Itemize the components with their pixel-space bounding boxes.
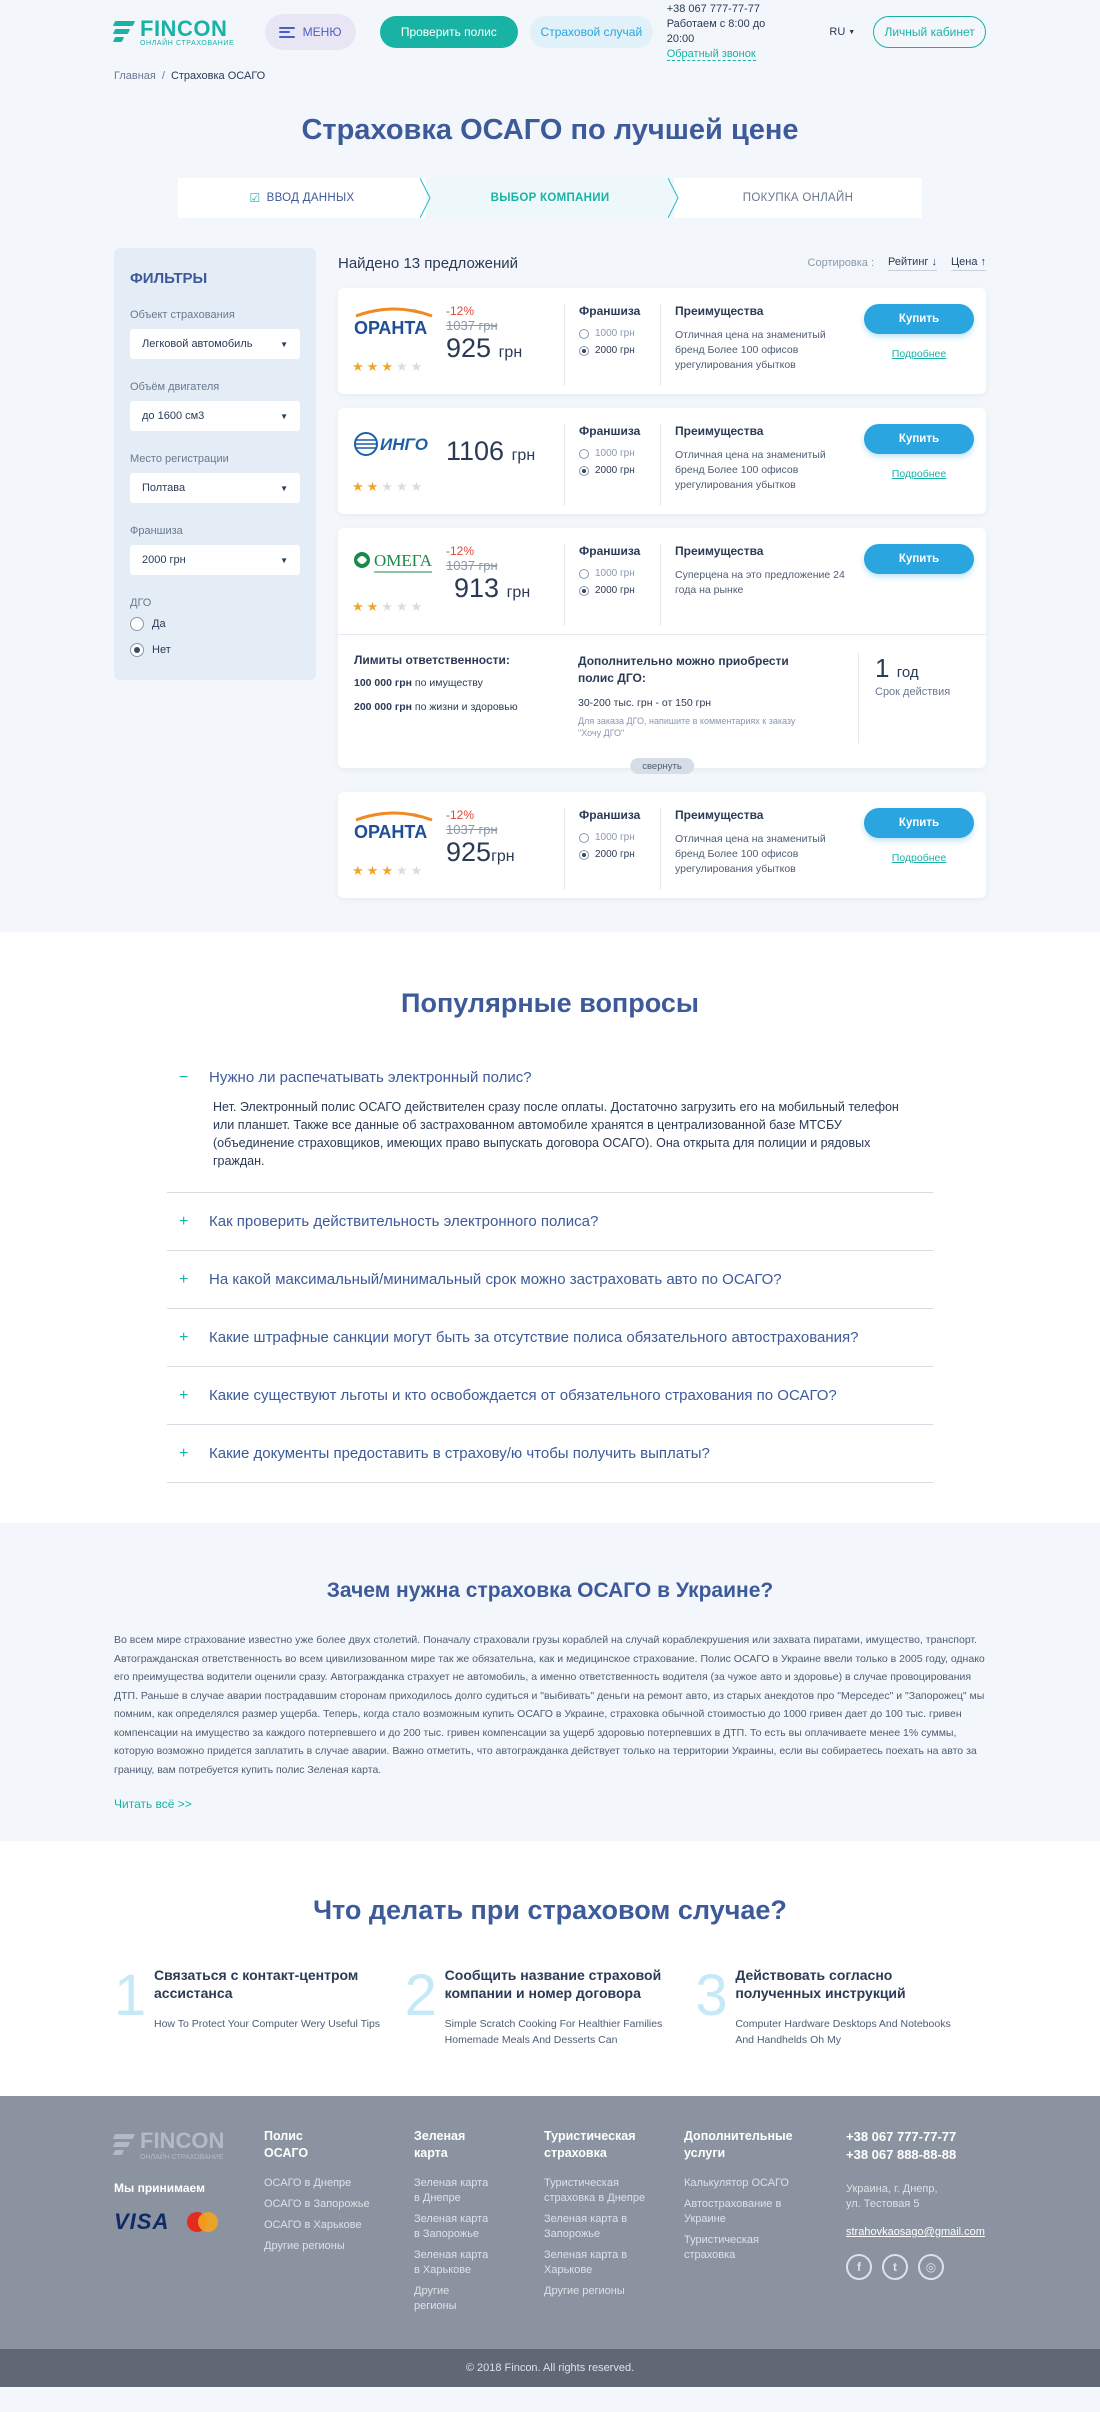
advantages-title: Преимущества [675, 544, 764, 558]
footer-col-green-card [414, 2128, 544, 2349]
option-label: 1000 грн [595, 568, 635, 579]
read-all-link[interactable]: Читать всё >> [114, 1797, 192, 1811]
franchise-block [564, 544, 660, 626]
franchise-option-1000[interactable] [579, 328, 660, 339]
twitter-icon[interactable]: t [882, 2254, 908, 2280]
price [446, 333, 556, 364]
advantages-text: Отличная цена на знаменитый бренд Более 100 офисов урегулирования убытков [675, 833, 826, 875]
footer-col-title: Дополнительные услуги [684, 2129, 793, 2160]
breadcrumb-home[interactable]: Главная [114, 70, 156, 82]
franchise-block [564, 304, 660, 386]
registration-label: Место регистрации [130, 453, 229, 465]
rating-stars [352, 599, 446, 615]
footer-link[interactable]: Зеленая карта в Запорожье [414, 2213, 489, 2240]
actions [864, 544, 974, 634]
company-name: ОРАНТА [354, 822, 428, 842]
case-step-text: How To Protect Your Computer Wery Useful Tips [154, 2018, 381, 2030]
rating-stars [352, 479, 446, 495]
currency: грн [498, 344, 523, 361]
price-block [446, 544, 556, 634]
footer-link[interactable]: Зеленая карта в Харькове [414, 2249, 489, 2276]
faq-question-text: Какие существуют льготы и кто освобождается от обязательного страхования по ОСАГО? [209, 1387, 837, 1404]
dgo-no-label: Нет [152, 644, 171, 656]
faq-title: Популярные вопросы [401, 988, 699, 1018]
price [446, 837, 556, 868]
footer-link[interactable]: Зеленая карта в Днепре [414, 2177, 489, 2204]
buy-button[interactable]: Купить [864, 304, 974, 334]
star-empty-icon: ★ [395, 359, 408, 374]
faq-question-text: Какие документы предоставить в страхову/ю чтобы получить выплаты? [209, 1445, 710, 1462]
footer-phone[interactable]: +38 067 888-88-88 [846, 2147, 957, 2162]
faq-question[interactable] [167, 1251, 933, 1308]
option-label: 2000 грн [595, 585, 635, 596]
old-price: 1037 грн [446, 558, 498, 573]
sort-bar [808, 256, 986, 271]
faq-list [167, 1049, 933, 1483]
advantages-text: Суперцена на это предложение 24 года на рынке [675, 569, 845, 596]
advantages-block [660, 424, 848, 506]
ingo-logo-icon [352, 424, 436, 464]
plus-icon: + [179, 1328, 189, 1346]
language-label: RU [829, 26, 846, 38]
faq-answer: Нет. Электронный полис ОСАГО действителен сразу после оплаты. Достаточно загрузить его на мобильный телефон или планшет. Также все данные об застрахованном автомобиле хранятся в централизованной базе МТСБУ (объединение страховщиков, имеющих право выпускать договора ОСАГО). Она открыта для полиции и рядовых граждан. [213, 1100, 899, 1168]
breadcrumb-current: Страховка ОСАГО [170, 70, 266, 82]
step-buy-online[interactable] [674, 178, 922, 218]
offer-card [338, 792, 986, 898]
advantages-text: Отличная цена на знаменитый бренд Более 100 офисов урегулирования убытков [675, 329, 826, 371]
advantages-block [660, 544, 848, 626]
star-empty-icon: ★ [410, 599, 423, 614]
star-filled-icon: ★ [352, 359, 364, 374]
radio-icon [130, 617, 144, 631]
franchise-label: Франшиза [130, 525, 183, 537]
price-value: 925 [446, 837, 492, 867]
results-header [338, 248, 986, 278]
case-title: Что делать при страховом случае? [313, 1895, 787, 1925]
star-empty-icon: ★ [381, 599, 393, 614]
franchise-option-2000[interactable] [579, 849, 660, 860]
price-value: 1106 [446, 436, 505, 466]
payment-title: Мы принимаем [114, 2181, 205, 2195]
minus-icon: − [179, 1068, 189, 1086]
page-title: Страховка ОСАГО по лучшей цене [301, 114, 799, 146]
old-price: 1037 грн [446, 318, 498, 333]
cabinet-button[interactable]: Личный кабинет [873, 16, 986, 48]
plus-icon: + [179, 1270, 189, 1288]
faq-item [167, 1425, 933, 1483]
step-data-entry[interactable] [178, 178, 426, 218]
footer-address: Украина, г. Днепр, ул. Тестовая 5 [846, 2183, 938, 2210]
footer-col-osago [264, 2128, 414, 2349]
visa-logo: VISA [114, 2209, 170, 2234]
price-value: 925 [446, 333, 492, 363]
plus-icon: + [179, 1444, 189, 1462]
breadcrumb [0, 64, 1100, 88]
footer-link[interactable]: Другие регионы [264, 2240, 345, 2252]
oranta-logo-icon [352, 808, 436, 848]
registration-value: Полтава [142, 482, 186, 494]
case-step [695, 1963, 986, 2048]
case-step-title: Связаться с контакт-центром ассистанса [154, 1967, 359, 2001]
star-empty-icon: ★ [410, 863, 423, 878]
option-label: 2000 грн [595, 849, 635, 860]
sort-price[interactable] [951, 256, 986, 271]
footer-link[interactable]: ОСАГО в Запорожье [264, 2198, 370, 2210]
engine-value: до 1600 см3 [142, 410, 205, 422]
footer-col-title: Полис ОСАГО [264, 2129, 309, 2160]
franchise-option-2000[interactable] [579, 345, 660, 356]
star-filled-icon: ★ [366, 863, 379, 878]
chevron-down-icon: ▼ [280, 411, 288, 421]
dgo-note: Для заказа ДГО, напишите в комментариях к заказу "Хочу ДГО" [578, 716, 796, 738]
term-label: Срок действия [875, 686, 951, 698]
step-label: ВЫБОР КОМПАНИИ [490, 192, 610, 204]
steps-bar [178, 178, 922, 218]
radio-selected-icon [579, 466, 589, 476]
object-value: Легковой автомобиль [142, 338, 253, 350]
franchise-option-1000[interactable] [579, 832, 660, 843]
footer-link[interactable]: Другие регионы [544, 2285, 625, 2297]
franchise-block [564, 808, 660, 890]
case-section [0, 1841, 1100, 2096]
language-switcher[interactable] [829, 26, 855, 38]
currency: грн [506, 584, 531, 601]
chevron-down-icon: ▼ [280, 483, 288, 493]
why-title: Зачем нужна страховка ОСАГО в Украине? [326, 1579, 774, 1602]
results [338, 248, 986, 898]
faq-question[interactable] [167, 1425, 933, 1482]
franchise-option-2000[interactable] [579, 585, 660, 596]
step-label: ПОКУПКА ОНЛАЙН [742, 192, 854, 204]
header-contacts [667, 2, 786, 62]
advantages-title: Преимущества [675, 808, 764, 822]
offer-card [338, 408, 986, 514]
franchise-title: Франшиза [579, 304, 641, 318]
limit-health [354, 701, 578, 713]
star-filled-icon: ★ [352, 479, 364, 494]
why-text: Во всем мире страхование известно уже более двух столетий. Поначалу страховали грузы кораблей на случай кораблекрушения или захвата пиратами, имущество, транспорт. Автогражданская ответственность во всем цивилизованном мире так же обязательна, как и медицинское страхование. Полис ОСАГО в Украине ввели только в 2005 году, однако его преимущества водители оценили сразу. Автогражданка страхует не автомобиль, а именно ответственность водителя (за чужое авто и здоровье) в случае провоцирования ДТП. Раньше в случае аварии пострадавшим сторонам приходилось долго судиться и "выбивать" деньги на ремонт авто, из старых анекдотов про "Мерседес" и "Запорожец" мы помним, как определялся размер ущерба. Теперь, когда стало возможным купить ОСАГО в Украине, страховка обычной стоимостью до 1000 гривен дает до 100 тыс. гривен компенсации на имущество за каждого потерпевшего и до 200 тыс. гривен компенсации за ущерб здоровью потерпевших в ДТП. То есть вы оплачиваете менее 1% суммы, которую возможно придется заплатить в случае аварии. Важно отметить, что автогражданка действует только на территории Украины, если вы собираетесь поехать на авто за границу, вам потребуется купить полис Зеленая карта. [114, 1634, 985, 1776]
step-arrow-icon [668, 178, 680, 218]
franchise-title: Франшиза [579, 808, 641, 822]
plus-icon: + [179, 1386, 189, 1404]
term-num: 1 [875, 653, 890, 683]
footer-col-extra [684, 2128, 846, 2349]
plus-icon: + [179, 1212, 189, 1230]
price [446, 436, 556, 467]
faq-item [167, 1309, 933, 1367]
dgo-title: Дополнительно можно приобрести полис ДГО: [578, 654, 789, 685]
radio-selected-icon [579, 586, 589, 596]
term-unit: год [896, 664, 919, 681]
discount: -12% [446, 304, 475, 318]
radio-icon [579, 449, 589, 459]
faq-item-open [167, 1049, 933, 1193]
star-filled-icon: ★ [352, 863, 364, 878]
advantages-block [660, 808, 848, 890]
callback-link[interactable]: Обратный звонок [666, 48, 756, 60]
footer-brand [114, 2128, 264, 2349]
price [446, 573, 556, 604]
limits-block [354, 653, 578, 768]
footer-logo[interactable] [114, 2128, 264, 2161]
option-label: 1000 грн [595, 448, 635, 459]
company-logo [352, 544, 446, 634]
filters-title: ФИЛЬТРЫ [130, 270, 208, 287]
franchise-title: Франшиза [579, 544, 641, 558]
footer-link[interactable]: Туристическая страховка в Днепре [544, 2177, 646, 2204]
price-value: 913 [454, 573, 500, 603]
oranta-logo-icon [352, 304, 436, 344]
faq-question-text: Какие штрафные санкции могут быть за отсутствие полиса обязательного автострахования? [209, 1329, 859, 1346]
footer-link[interactable]: ОСАГО в Днепре [264, 2177, 352, 2189]
radio-icon [579, 833, 589, 843]
object-label: Объект страхования [130, 309, 235, 321]
offer-card [338, 288, 986, 394]
limit-property [354, 677, 578, 689]
logo-icon [114, 2134, 134, 2156]
footer-link[interactable]: Автострахование в Украине [684, 2198, 782, 2225]
header-phone[interactable]: +38 067 777-77-77 [666, 3, 760, 15]
option-label: 2000 грн [595, 465, 635, 476]
star-empty-icon: ★ [410, 479, 423, 494]
term-block [858, 653, 970, 743]
footer-col-title: Зеленая карта [414, 2129, 466, 2160]
company-name: ОМЕГА [374, 551, 433, 570]
step-arrow-icon [420, 178, 432, 218]
franchise-option-1000[interactable] [579, 568, 660, 579]
footer-link[interactable]: ОСАГО в Харькове [264, 2219, 362, 2231]
buy-button[interactable]: Купить [864, 544, 974, 574]
footer-logo-sub: ОНЛАЙН СТРАХОВАНИЕ [140, 2154, 224, 2161]
case-step-number: 3 [695, 1963, 728, 2028]
limit-amount: 100 000 грн [354, 677, 413, 689]
star-filled-icon: ★ [366, 359, 379, 374]
check-policy-button[interactable]: Проверить полис [380, 16, 518, 48]
check-icon: ☑ [249, 191, 261, 205]
offer-card-expanded [338, 528, 986, 772]
star-filled-icon: ★ [381, 359, 393, 374]
radio-icon [579, 569, 589, 579]
faq-item [167, 1193, 933, 1251]
menu-button[interactable] [265, 14, 356, 50]
radio-icon [579, 329, 589, 339]
price-block [446, 424, 556, 514]
chevron-down-icon: ▼ [848, 28, 856, 36]
footer-link[interactable]: Зеленая карта в Запорожье [544, 2213, 628, 2240]
footer-email[interactable]: strahovkaosago@gmail.com [846, 2226, 985, 2238]
case-step-number: 1 [114, 1963, 147, 2028]
option-label: 1000 грн [595, 328, 635, 339]
offer-details [338, 634, 986, 768]
case-step-title: Сообщить название страховой компании и номер договора [444, 1967, 662, 2001]
footer [0, 2096, 1100, 2349]
logo-name: FINCON [140, 15, 228, 41]
faq-question-text: Нужно ли распечатывать электронный полис? [209, 1069, 532, 1086]
dgo-yes-radio[interactable] [130, 617, 300, 631]
franchise-title: Франшиза [579, 424, 641, 438]
menu-label: МЕНЮ [302, 25, 342, 39]
franchise-option-1000[interactable] [579, 448, 660, 459]
dgo-yes-label: Да [152, 618, 166, 630]
star-filled-icon: ★ [381, 863, 393, 878]
faq-question-text: На какой максимальный/минимальный срок можно застраховать авто по ОСАГО? [209, 1271, 782, 1288]
copyright: © 2018 Fincon. All rights reserved. [0, 2349, 1100, 2387]
star-filled-icon: ★ [352, 599, 364, 614]
faq-question[interactable] [167, 1367, 933, 1424]
dgo-block [578, 653, 810, 768]
buy-button[interactable]: Купить [864, 424, 974, 454]
found-count: Найдено 13 предложений [338, 254, 519, 272]
actions [864, 304, 974, 394]
faq-question[interactable] [167, 1193, 933, 1250]
currency: грн [511, 447, 536, 464]
buy-button[interactable]: Купить [864, 808, 974, 838]
discount: -12% [446, 544, 475, 558]
advantages-title: Преимущества [675, 424, 764, 438]
breadcrumb-separator: / [161, 70, 165, 82]
footer-link[interactable]: Калькулятор ОСАГО [684, 2177, 789, 2189]
header-hours: Работаем с 8:00 до 20:00 [666, 18, 766, 45]
limit-amount: 200 000 грн [354, 701, 413, 713]
faq-item [167, 1251, 933, 1309]
payment-methods [114, 2209, 264, 2235]
faq-section [0, 932, 1100, 1523]
step-company-choice[interactable] [426, 178, 674, 218]
case-step-text: Simple Scratch Cooking For Healthier Families Homemade Meals And Desserts Can [444, 2018, 663, 2046]
footer-link[interactable]: Туристическая страховка [684, 2234, 759, 2261]
franchise-block [564, 424, 660, 506]
collapse-button[interactable]: свернуть [630, 758, 694, 774]
faq-question[interactable] [167, 1309, 933, 1366]
franchise-select[interactable] [130, 545, 300, 575]
price-block [446, 808, 556, 898]
engine-select[interactable] [130, 401, 300, 431]
dgo-label: ДГО [130, 597, 152, 609]
insurance-case-button[interactable]: Страховой случай [530, 16, 653, 48]
details-link[interactable]: Подробнее [891, 468, 947, 480]
footer-col-travel [544, 2128, 684, 2349]
star-empty-icon: ★ [395, 599, 408, 614]
option-label: 1000 грн [595, 832, 635, 843]
facebook-icon[interactable]: f [846, 2254, 872, 2280]
sort-rating[interactable] [888, 256, 937, 271]
currency: грн [491, 848, 515, 865]
company-logo [352, 304, 446, 394]
step-label: ВВОД ДАННЫХ [266, 192, 355, 204]
arrow-up-icon: ↑ [980, 255, 986, 268]
franchise-value: 2000 грн [142, 554, 186, 566]
price-block [446, 304, 556, 394]
case-step-title: Действовать согласно полученных инструкций [735, 1967, 906, 2001]
footer-phone[interactable]: +38 067 777-77-77 [846, 2129, 957, 2144]
franchise-option-2000[interactable] [579, 465, 660, 476]
engine-label: Объём двигателя [130, 381, 220, 393]
footer-contacts [846, 2128, 985, 2349]
filters-panel [114, 248, 316, 680]
case-step [404, 1963, 696, 2048]
logo-icon [114, 21, 134, 43]
company-logo [352, 808, 446, 898]
omega-logo-icon [352, 544, 436, 584]
radio-selected-icon [579, 850, 589, 860]
social-links [846, 2254, 985, 2280]
sort-rating-label: Рейтинг [888, 255, 929, 268]
chevron-down-icon: ▼ [280, 339, 288, 349]
mastercard-icon [187, 2212, 217, 2232]
company-name: ОРАНТА [354, 318, 428, 338]
faq-question-text: Как проверить действительность электронного полиса? [209, 1213, 599, 1230]
advantages-block [660, 304, 848, 386]
footer-link[interactable]: Другие регионы [414, 2285, 457, 2312]
sort-price-label: Цена [950, 255, 978, 268]
case-step-number: 2 [404, 1963, 437, 2028]
footer-logo-name: FINCON [140, 2128, 225, 2153]
star-filled-icon: ★ [366, 479, 379, 494]
radio-selected-icon [579, 346, 589, 356]
discount: -12% [446, 808, 475, 822]
details-link[interactable]: Подробнее [891, 348, 947, 360]
main-content [0, 248, 1100, 898]
company-name: ИНГО [380, 435, 428, 454]
logo-sub: ОНЛАЙН СТРАХОВАНИЕ [140, 39, 235, 47]
object-select[interactable] [130, 329, 300, 359]
star-filled-icon: ★ [366, 599, 379, 614]
advantages-text: Отличная цена на знаменитый бренд Более 100 офисов урегулирования убытков [675, 449, 826, 491]
star-empty-icon: ★ [410, 359, 423, 374]
footer-link[interactable]: Зеленая карта в Харькове [544, 2249, 628, 2276]
case-step [114, 1963, 405, 2048]
old-price: 1037 грн [446, 822, 498, 837]
actions [864, 808, 974, 898]
rating-stars [352, 863, 446, 879]
star-empty-icon: ★ [395, 863, 408, 878]
faq-item [167, 1367, 933, 1425]
instagram-icon[interactable]: ◎ [918, 2254, 944, 2280]
logo[interactable] [114, 15, 245, 47]
chevron-down-icon: ▼ [280, 555, 288, 565]
header [0, 0, 1100, 64]
sort-label: Сортировка : [807, 257, 875, 269]
limit-text: по жизни и здоровью [412, 701, 518, 713]
details-link[interactable]: Подробнее [891, 852, 947, 864]
advantages-title: Преимущества [675, 304, 764, 318]
actions [864, 424, 974, 514]
why-section [0, 1523, 1100, 1841]
burger-icon [279, 27, 295, 38]
star-empty-icon: ★ [395, 479, 408, 494]
dgo-value: 30-200 тыс. грн - от 150 грн [578, 697, 712, 709]
limit-text: по имуществу [412, 677, 483, 689]
registration-select[interactable] [130, 473, 300, 503]
option-label: 2000 грн [595, 345, 635, 356]
rating-stars [352, 359, 446, 375]
radio-selected-icon [130, 643, 144, 657]
term-value [875, 653, 970, 684]
case-steps [114, 1963, 986, 2048]
company-logo [352, 424, 446, 514]
footer-col-title: Туристическая страховка [544, 2129, 636, 2160]
case-step-text: Computer Hardware Desktops And Notebooks And Handhelds Oh My [735, 2018, 951, 2046]
dgo-no-radio[interactable] [130, 643, 300, 657]
star-empty-icon: ★ [381, 479, 393, 494]
arrow-down-icon: ↓ [931, 255, 937, 268]
limits-title: Лимиты ответственности: [354, 653, 510, 667]
